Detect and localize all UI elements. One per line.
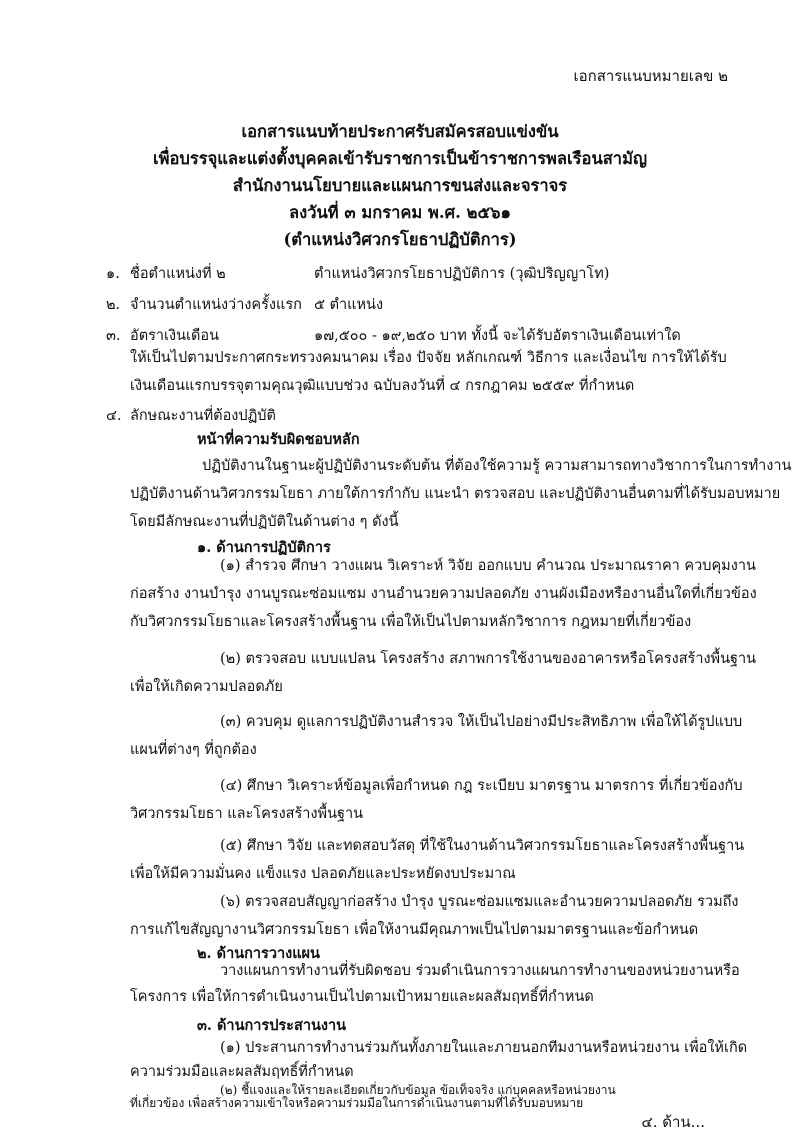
section-2-text (130, 958, 740, 1010)
text-line: (๖) ตรวจสอบสัญญาก่อสร้าง บำรุง บูรณะซ่อมแซมและอำนวยความปลอดภัย รวมถึง (220, 894, 739, 910)
section-3-heading: ๓. ด้านการประสานงาน (197, 1017, 347, 1034)
section-1-item-2 (130, 645, 757, 701)
duties-heading: หน้าที่ความรับผิดชอบหลัก (197, 431, 360, 448)
text-line: วางแผนการทำงานที่รับผิดชอบ ร่วมดำเนินการวางแผนการทำงานของหน่วยงานหรือ (220, 963, 740, 979)
item-3-number: ๓. (106, 328, 121, 344)
text-line: ปฏิบัติงานในฐานะผู้ปฏิบัติงานระดับต้น ที่ต้องใช้ความรู้ ความสามารถทางวิชาการในการทำงาน (202, 458, 792, 474)
text-line: (๒) ตรวจสอบ แบบแปลน โครงสร้าง สภาพการใช้งานของอาคารหรือโครงสร้างพื้นฐาน (220, 651, 757, 667)
section-1-item-4 (130, 772, 743, 828)
duties-intro (130, 452, 792, 536)
text-line: (๑) สำรวจ ศึกษา วางแผน วิเคราะห์ วิจัย ออกแบบ คำนวณ ประมาณราคา ควบคุมงาน (220, 558, 756, 574)
text-line: ก่อสร้าง งานบำรุง งานบูรณะซ่อมแซม งานอำนวยความปลอดภัย งานผังเมืองหรืองานอื่นใดที่เกี่ยวข้อง (130, 586, 757, 602)
item-2-value: ๕ ตำแหน่ง (314, 297, 384, 313)
text-line: (๒) ชี้แจงและให้รายละเอียดเกี่ยวกับข้อมูล ข้อเท็จจริง แก่บุคคลหรือหน่วยงาน (220, 1083, 616, 1097)
text-line: (๓) ควบคุม ดูแลการปฏิบัติงานสำรวจ ให้เป็นไปอย่างมีประสิทธิภาพ เพื่อให้ได้รูปแบบ (220, 714, 743, 730)
section-1-heading: ๑. ด้านการปฏิบัติการ (197, 539, 331, 556)
section-3-item-1 (130, 1036, 748, 1084)
item-3-label: อัตราเงินเดือน (130, 328, 219, 344)
section-3-item-2 (130, 1084, 710, 1110)
item-1-number: ๑. (106, 266, 120, 282)
text-line: (๑) ประสานการทำงานร่วมกันทั้งภายในและภายนอกทีมงานหรือหน่วยงาน เพื่อให้เกิด (220, 1040, 748, 1056)
section-1-item-3 (130, 708, 743, 764)
item-4-number: ๔. (106, 408, 122, 424)
title-date: ลงวันที่ ๓ มกราคม พ.ศ. ๒๕๖๑ (289, 203, 511, 222)
title-line: เอกสารแนบท้ายประกาศรับสมัครสอบแข่งขัน (241, 122, 559, 141)
title-line: เพื่อบรรจุและแต่งตั้งบุคคลเข้ารับราชการเป็นข้าราชการพลเรือนสามัญ (152, 149, 648, 168)
document-reference: เอกสารแนบหมายเลข ๒ (573, 67, 728, 85)
text-line: เพื่อให้มีความมั่นคง แข็งแรง ปลอดภัยและประหยัดงบประมาณ (130, 866, 516, 882)
text-line: เงินเดือนแรกบรรจุตามคุณวุฒิแบบช่วง ฉบับลงวันที่ ๔ กรกฎาคม ๒๕๕๙ ที่กำหนด (130, 378, 635, 394)
position-title: (ตำแหน่งวิศวกรโยธาปฏิบัติการ) (283, 230, 517, 249)
text-line: เพื่อให้เกิดความปลอดภัย (130, 679, 283, 695)
section-1-item-6 (130, 888, 739, 944)
text-line: โดยมีลักษณะงานที่ปฏิบัติในด้านต่าง ๆ ดังนี้ (130, 514, 399, 530)
text-line: (๔) ศึกษา วิเคราะห์ข้อมูลเพื่อกำหนด กฎ ระเบียบ มาตรฐาน มาตรการ ที่เกี่ยวข้องกับ (220, 778, 743, 794)
item-1-label: ชื่อตำแหน่งที่ ๒ (130, 266, 226, 282)
document-title-block (0, 118, 800, 253)
item-3-detail (130, 344, 727, 400)
title-line: สำนักงานนโยบายและแผนการขนส่งและจราจร (232, 176, 568, 195)
text-line: การแก้ไขสัญญางานวิศวกรรมโยธา เพื่อให้งานมีคุณภาพเป็นไปตามมาตรฐานและข้อกำหนด (130, 922, 699, 938)
section-1-item-5 (130, 832, 745, 888)
text-line: ให้เป็นไปตามประกาศกระทรวงคมนาคม เรื่อง ปัจจัย หลักเกณฑ์ วิธีการ และเงื่อนไข การให้ได้รับ (130, 350, 727, 366)
text-line: ปฏิบัติงานด้านวิศวกรรมโยธา ภายใต้การกำกับ แนะนำ ตรวจสอบ และปฏิบัติงานอื่นตามที่ได้รับมอบหมาย (130, 486, 781, 502)
text-line: กับวิศวกรรมโยธาและโครงสร้างพื้นฐาน เพื่อให้เป็นไปตามหลักวิชาการ กฎหมายที่เกี่ยวข้อง (130, 614, 692, 630)
text-line: วิศวกรรมโยธา และโครงสร้างพื้นฐาน (130, 806, 364, 822)
section-2-heading: ๒. ด้านการวางแผน (197, 945, 320, 962)
item-4-label: ลักษณะงานที่ต้องปฏิบัติ (130, 408, 276, 424)
continuation-marker: ๔. ด้าน... (641, 1113, 705, 1131)
item-2-number: ๒. (106, 297, 121, 313)
text-line: ความร่วมมือและผลสัมฤทธิ์ที่กำหนด (130, 1064, 354, 1080)
section-1-items (130, 552, 757, 636)
item-3-value: ๑๗,๕๐๐ - ๑๙,๒๕๐ บาท ทั้งนี้ จะได้รับอัตราเงินเดือนเท่าใด (314, 328, 681, 344)
text-line: ที่เกี่ยวข้อง เพื่อสร้างความเข้าใจหรือความร่วมมือในการดำเนินงานตามที่ได้รับมอบหมาย (130, 1096, 584, 1110)
item-1-value: ตำแหน่งวิศวกรโยธาปฏิบัติการ (วุฒิปริญญาโท) (314, 266, 610, 282)
text-line: (๕) ศึกษา วิจัย และทดสอบวัสดุ ที่ใช้ในงานด้านวิศวกรรมโยธาและโครงสร้างพื้นฐาน (220, 838, 745, 854)
text-line: แผนที่ต่างๆ ที่ถูกต้อง (130, 742, 257, 758)
text-line: โครงการ เพื่อให้การดำเนินงานเป็นไปตามเป้าหมายและผลสัมฤทธิ์ที่กำหนด (130, 989, 594, 1005)
item-2-label: จำนวนตำแหน่งว่างครั้งแรก (130, 297, 302, 313)
